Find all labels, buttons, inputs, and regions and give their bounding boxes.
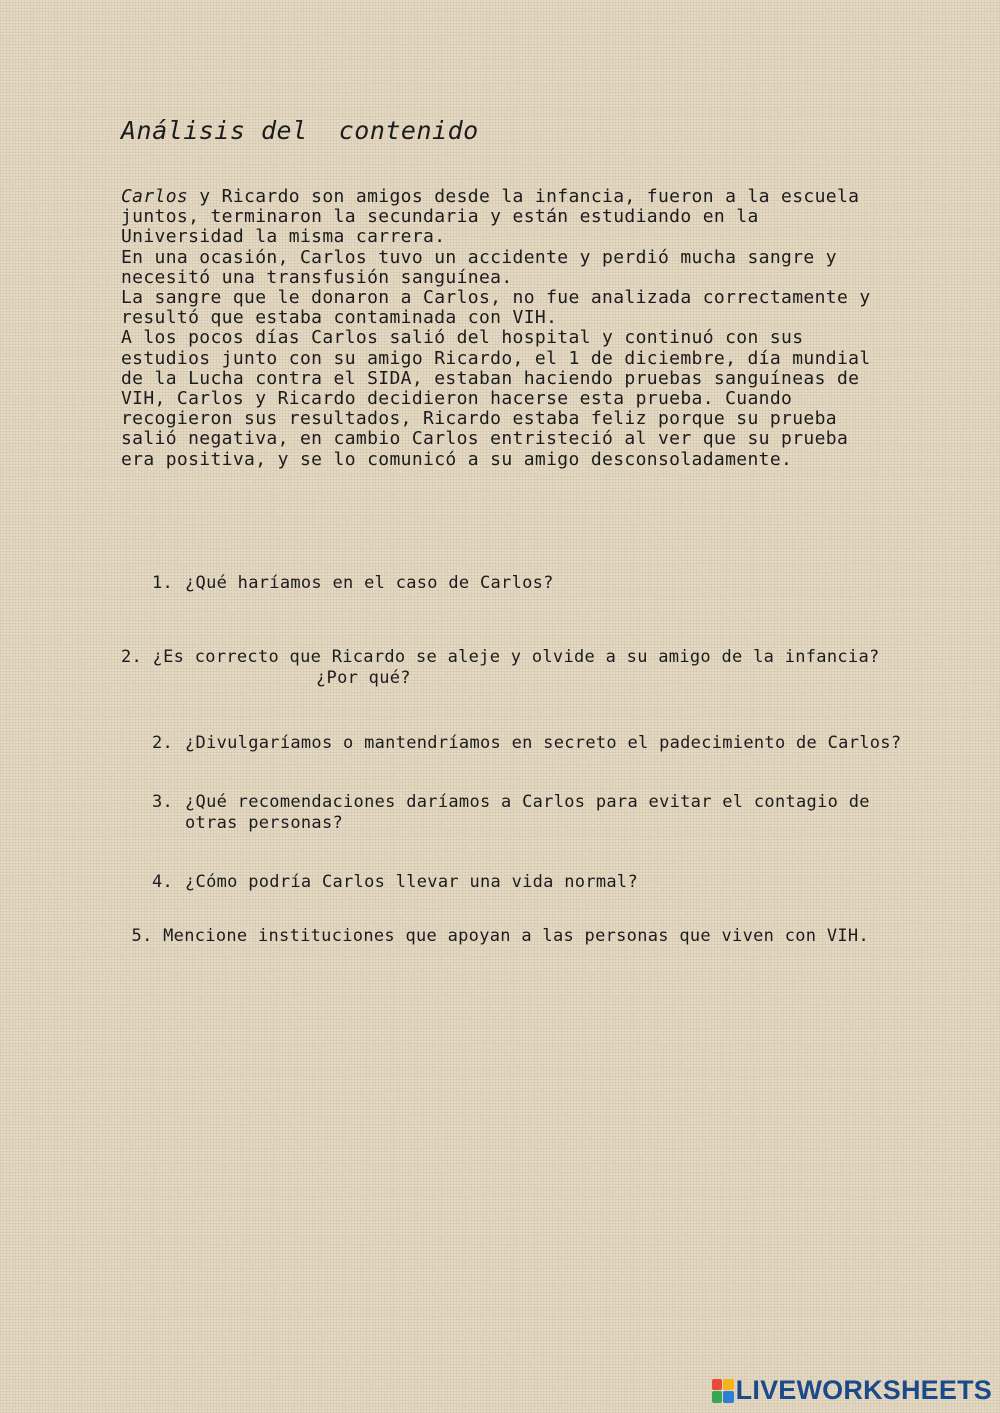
logo-badge-cell	[712, 1379, 723, 1391]
story-text	[121, 187, 881, 470]
liveworksheets-logo	[712, 1375, 992, 1406]
story-line1-rest: y Ricardo son amigos desde la infancia, fueron a la escuela juntos, terminaron la secundaria y están estudiando en la Universidad la misma carrera.	[121, 186, 860, 248]
question-number: 2.	[152, 733, 174, 753]
question-text: ¿Divulgaríamos o mantendríamos en secreto el padecimiento de Carlos?	[185, 733, 902, 753]
story-paragraph-2: En una ocasión, Carlos tuvo un accidente y perdió mucha sangre y necesitó una transfusión sanguínea.	[121, 246, 837, 288]
question-text: ¿Qué recomendaciones daríamos a Carlos para evitar el contagio de otras personas?	[185, 792, 870, 833]
question-3	[152, 733, 912, 754]
question-text: ¿Qué haríamos en el caso de Carlos?	[185, 573, 554, 593]
logo-text: LIVEWORKSHEETS	[735, 1375, 992, 1405]
question-5	[152, 872, 912, 893]
question-text: 2. ¿Es correcto que Ricardo se aleje y olvide a su amigo de la infancia?	[121, 647, 880, 667]
question-text: 5. Mencione instituciones que apoyan a las personas que viven con VIH.	[121, 926, 869, 946]
logo-badge-icon	[712, 1379, 734, 1403]
question-number: 1.	[152, 573, 174, 593]
story-first-word: Carlos	[121, 186, 189, 207]
logo-badge-cell	[712, 1391, 723, 1403]
logo-badge-cell	[723, 1391, 734, 1403]
question-number: 3.	[152, 792, 174, 812]
question-1	[152, 573, 912, 594]
page-title: Análisis del contenido	[121, 116, 479, 145]
logo-badge-cell	[723, 1379, 734, 1391]
question-text: ¿Cómo podría Carlos llevar una vida normal?	[185, 872, 638, 892]
question-4	[152, 792, 912, 833]
story-paragraph-4: A los pocos días Carlos salió del hospital y continuó con sus estudios junto con su amigo Ricardo, el 1 de diciembre, día mundial de la Lucha contra el SIDA, estaban haciendo pruebas sanguíneas de VIH, Carlos y Ricardo decidieron hacerse esta prueba. Cuando recogieron sus resultados, Ricardo estaba feliz porque su prueba salió negativa, en cambio Carlos entristeció al ver que su prueba era positiva, y se lo comunicó a su amigo desconsoladamente.	[121, 327, 871, 470]
question-6	[121, 926, 881, 947]
story-paragraph-1	[121, 187, 881, 248]
question-2	[121, 647, 881, 688]
question-number: 4.	[152, 872, 174, 892]
story-paragraph-3: La sangre que le donaron a Carlos, no fue analizada correctamente y resultó que estaba contaminada con VIH.	[121, 287, 871, 329]
question-why: ¿Por qué?	[316, 667, 411, 688]
